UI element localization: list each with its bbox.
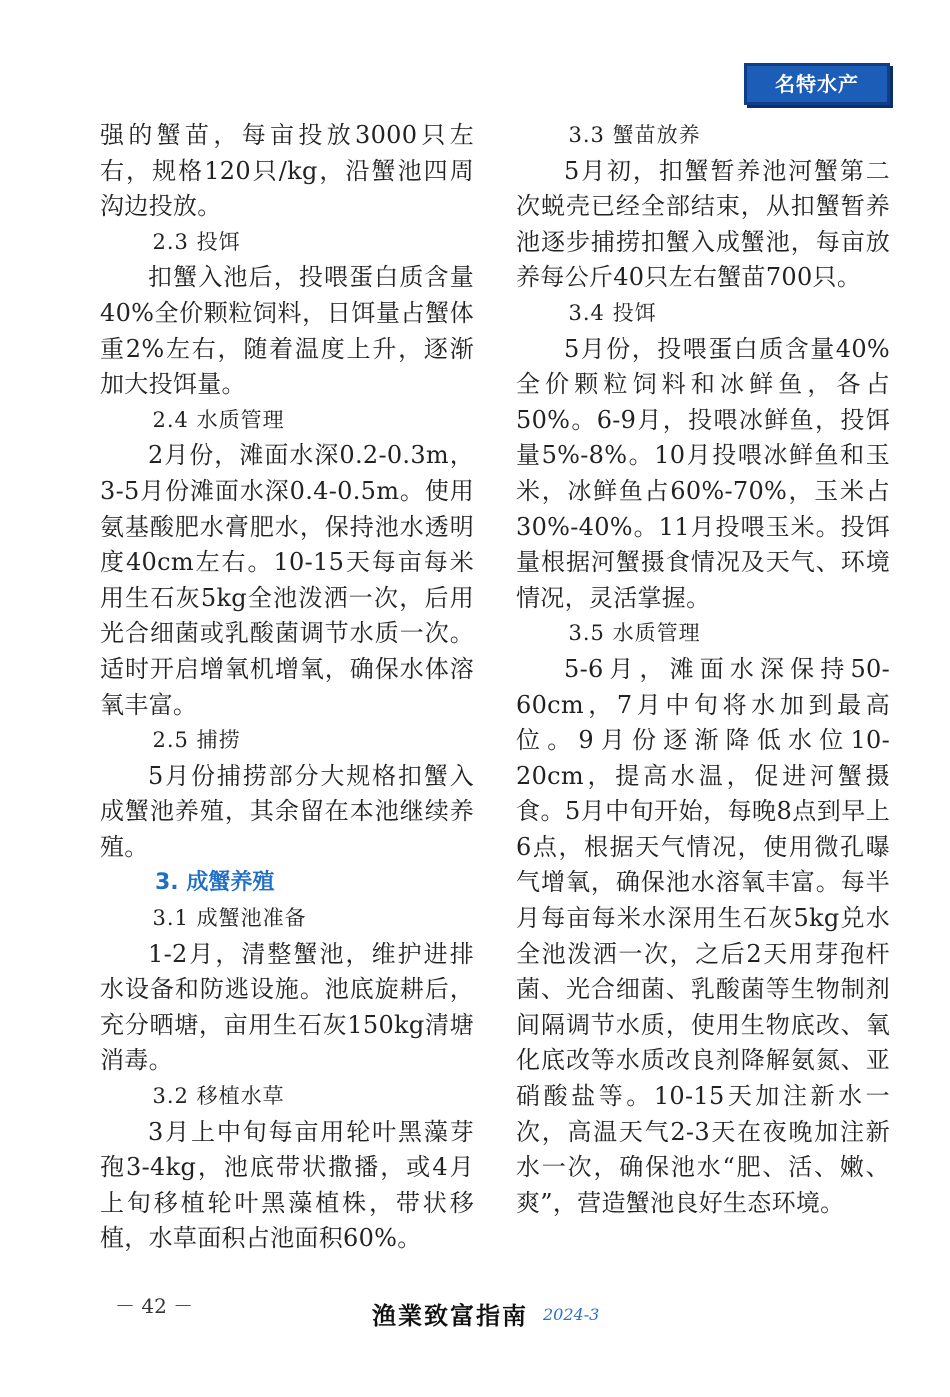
left-column	[100, 118, 474, 1257]
right-column	[516, 118, 890, 1221]
page-number: － 42 －	[115, 1294, 194, 1318]
subsection-heading: 3.1 成蟹池准备	[152, 906, 307, 931]
subsection-heading: 3.5 水质管理	[568, 621, 701, 646]
subsection-heading: 3.4 投饵	[568, 300, 657, 325]
paragraph: 3月上中旬每亩用轮叶黑藻芽孢3-4kg，池底带状撒播，或4月上旬移植轮叶黑藻植株，带状移植，水草面积占池面积60%。	[100, 1117, 474, 1253]
paragraph: 2月份，滩面水深0.2-0.3m，3-5月份滩面水深0.4-0.5m。使用氨基酸肥水膏肥水，保持池水透明度40cm左右。10-15天每亩每米用生石灰5kg全池泼洒一次，后用光合细菌或乳酸菌调节水质一次。适时开启增氧机增氧，确保水体溶氧丰富。	[100, 441, 474, 719]
subsection-heading: 2.3 投饵	[152, 229, 241, 254]
paragraph: 5月份，投喂蛋白质含量40%全价颗粒饲料和冰鲜鱼，各占50%。6-9月，投喂冰鲜鱼，投饵量5%-8%。10月投喂冰鲜鱼和玉米，冰鲜鱼占60%-70%，玉米占30%-40%。11月投喂玉米。投饵量根据河蟹摄食情况及天气、环境情况，灵活掌握。	[516, 334, 890, 612]
paragraph: 5-6月，滩面水深保持50-60cm，7月中旬将水加到最高位。9月份逐渐降低水位10-20cm，提高水温，促进河蟹摄食。5月中旬开始，每晚8点到早上6点，根据天气情况，使用微孔曝气增氧，确保池水溶氧丰富。每半月每亩每米水深用生石灰5kg兑水全池泼洒一次，之后2天用芽孢杆菌、光合细菌、乳酸菌等生物制剂间隔调节水质，使用生物底改、氧化底改等水质改良剂降解氨氮、亚硝酸盐等。10-15天加注新水一次，高温天气2-3天在夜晚加注新水一次，确保池水“肥、活、嫩、爽”，营造蟹池良好生态环境。	[516, 654, 890, 1217]
subsection-heading: 2.4 水质管理	[152, 407, 285, 432]
section-badge: 名特水产	[744, 63, 890, 105]
paragraph: 扣蟹入池后，投喂蛋白质含量40%全价颗粒饲料，日饵量占蟹体重2%左右，随着温度上升，逐渐加大投饵量。	[100, 263, 474, 399]
subsection-heading: 3.3 蟹苗放养	[568, 123, 701, 147]
magazine-title: 渔業致富指南	[372, 1301, 528, 1330]
paragraph: 1-2月，清整蟹池，维护进排水设备和防逃设施。池底旋耕后，充分晒塘，亩用生石灰150kg清塘消毒。	[100, 939, 474, 1075]
paragraph: 5月初，扣蟹暂养池河蟹第二次蜕壳已经全部结束，从扣蟹暂养池逐步捕捞扣蟹入成蟹池，每亩放养每公斤40只左右蟹苗700只。	[516, 156, 890, 292]
paragraph: 5月份捕捞部分大规格扣蟹入成蟹池养殖，其余留在本池继续养殖。	[100, 761, 474, 861]
section-heading: 3. 成蟹养殖	[155, 870, 275, 896]
subsection-heading: 3.2 移植水草	[152, 1084, 285, 1109]
issue-number: 2024-3	[543, 1305, 600, 1324]
paragraph: 强的蟹苗，每亩投放3000只左右，规格120只/kg，沿蟹池四周沟边投放。	[100, 121, 474, 221]
subsection-heading: 2.5 捕捞	[152, 728, 241, 753]
